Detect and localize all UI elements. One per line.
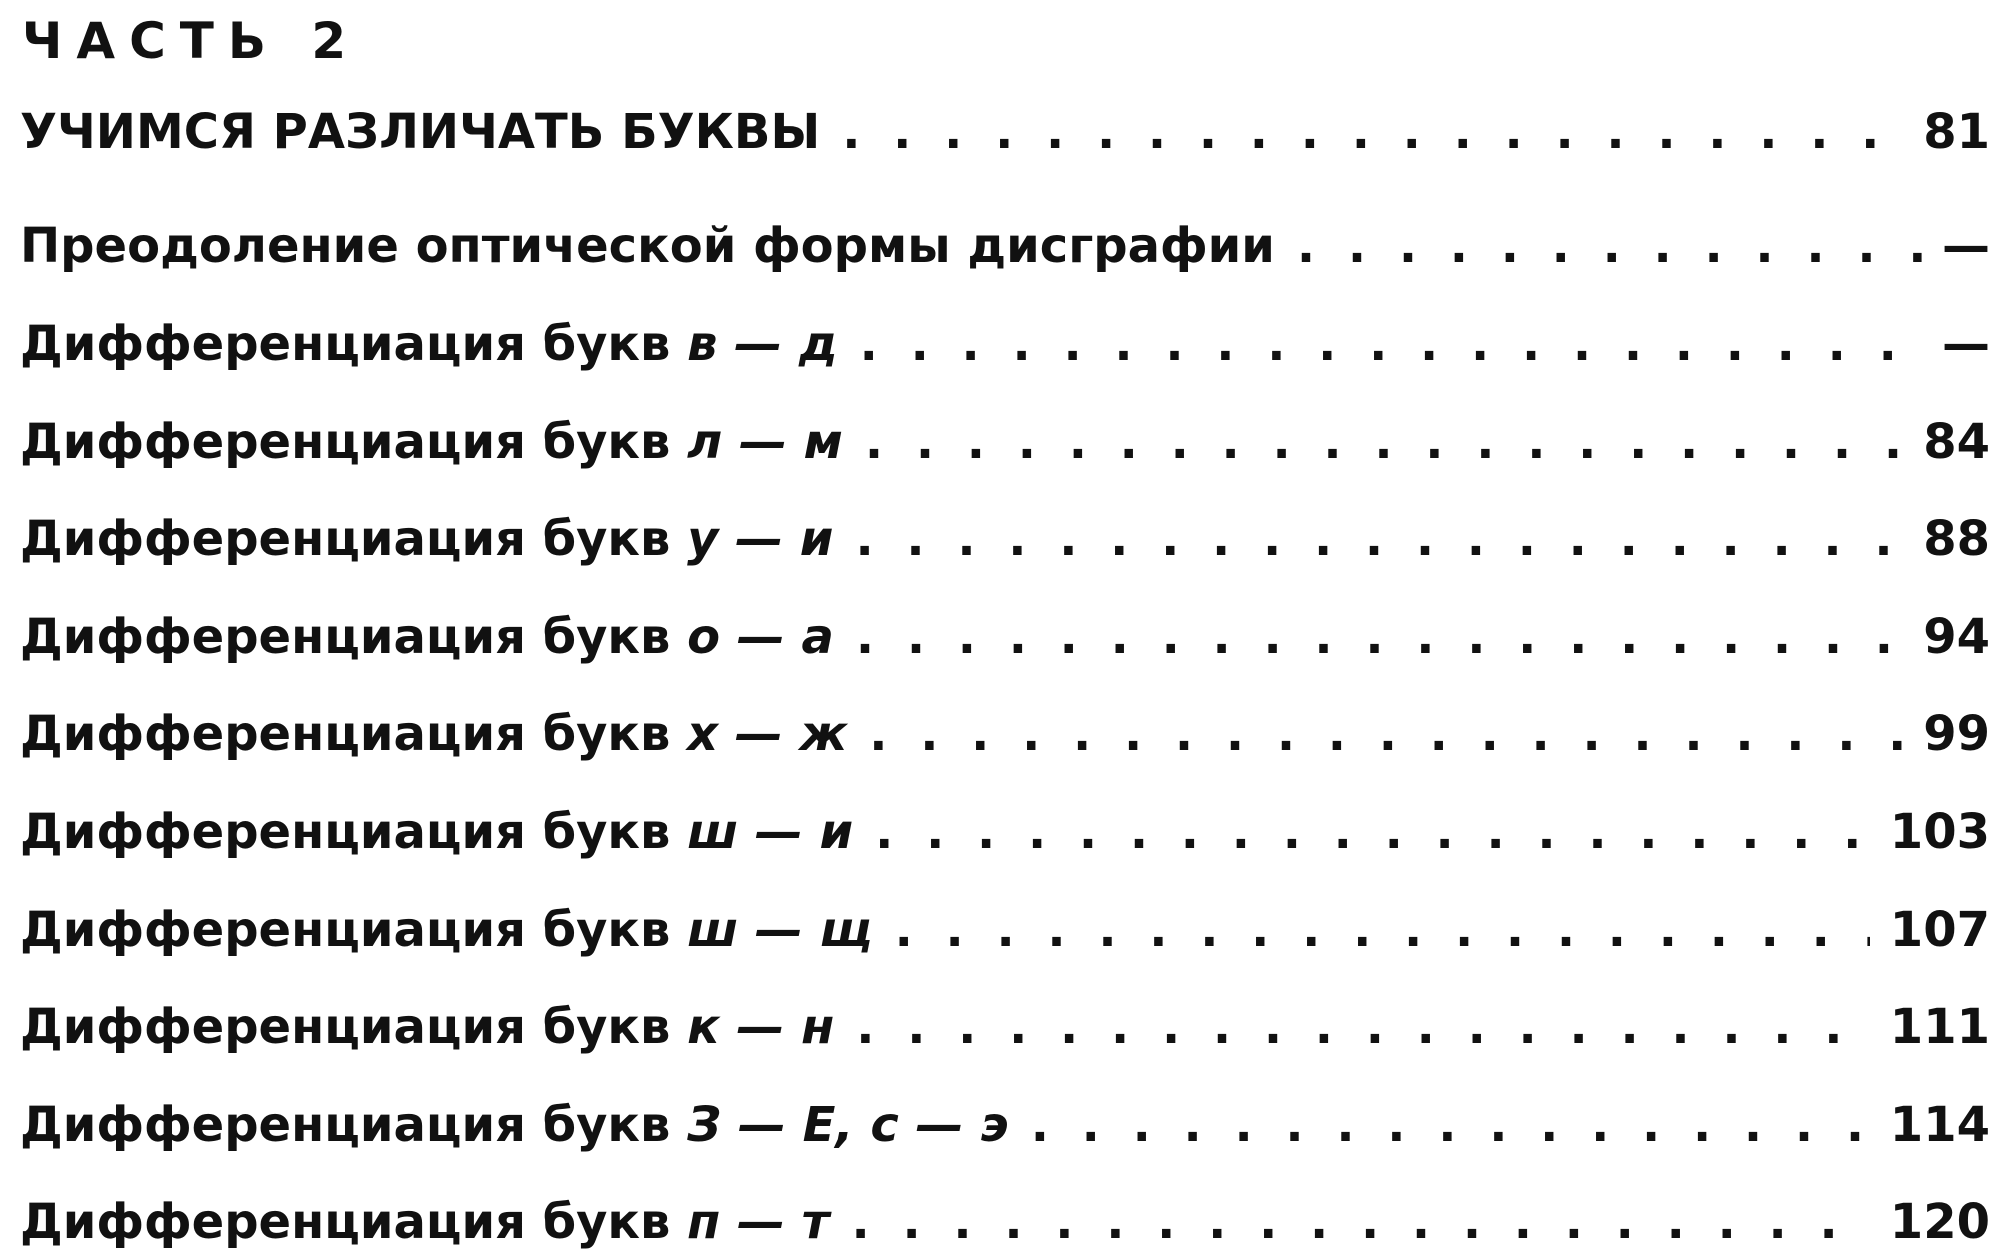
toc-section-row[interactable] [20, 104, 1990, 160]
section-title: УЧИМСЯ РАЗЛИЧАТЬ БУКВЫ [20, 104, 821, 160]
entry-title: Дифференциация букв в — д [20, 316, 838, 372]
entry-page-number: 103 [1889, 804, 1990, 860]
entry-title: Дифференциация букв п — т [20, 1194, 830, 1250]
toc-entry[interactable] [20, 1194, 1990, 1250]
toc-entry[interactable] [20, 414, 1990, 470]
entry-page-number: 107 [1889, 902, 1990, 958]
toc-entry[interactable] [20, 218, 1990, 274]
dot-leader [856, 999, 1870, 1055]
entry-page-number: 94 [1923, 609, 1990, 665]
dot-leader [865, 414, 1903, 470]
toc-entry[interactable] [20, 999, 1990, 1055]
entry-title: Дифференциация букв к — н [20, 999, 835, 1055]
entry-letters: к — н [687, 999, 835, 1055]
entry-title: Дифференциация букв ш — щ [20, 902, 873, 958]
toc-entry[interactable] [20, 902, 1990, 958]
entry-page-number: 84 [1923, 414, 1990, 470]
entry-title: Дифференциация букв у — и [20, 511, 834, 567]
entry-title: Дифференциация букв ш — и [20, 804, 854, 860]
dot-leader [1297, 218, 1922, 274]
dot-leader [855, 511, 1903, 567]
entry-letters: о — а [687, 609, 834, 665]
toc-entry[interactable] [20, 804, 1990, 860]
toc-entry[interactable] [20, 609, 1990, 665]
entry-page-number: 99 [1923, 706, 1990, 762]
dot-leader [856, 609, 1903, 665]
entry-letters: ш — и [687, 804, 854, 860]
entry-page-number: 120 [1889, 1194, 1990, 1250]
dot-leader [852, 1194, 1870, 1250]
entry-letters: З — Е, с — э [687, 1097, 1009, 1153]
entry-letters: в — д [687, 316, 838, 372]
toc-entry[interactable] [20, 316, 1990, 372]
entry-letters: п — т [687, 1194, 830, 1250]
part-label: ЧАСТЬ 2 [22, 12, 361, 70]
toc-entry[interactable] [20, 511, 1990, 567]
dot-leader [869, 706, 1903, 762]
entry-letters: у — и [687, 511, 834, 567]
entry-page-number: 88 [1923, 511, 1990, 567]
entry-letters: л — м [687, 414, 843, 470]
entry-title: Дифференциация букв о — а [20, 609, 834, 665]
dot-leader [895, 902, 1870, 958]
toc-entry[interactable] [20, 706, 1990, 762]
section-page-number: 81 [1923, 104, 1990, 160]
dot-leader [1031, 1097, 1870, 1153]
entry-page-number: 114 [1889, 1097, 1990, 1153]
entry-letters: х — ж [687, 706, 848, 762]
entry-title: Дифференциация букв х — ж [20, 706, 848, 762]
entry-page-number: 111 [1889, 999, 1990, 1055]
entry-page-number: — [1942, 316, 1990, 372]
entry-title: Дифференциация букв л — м [20, 414, 843, 470]
toc-entry[interactable] [20, 1097, 1990, 1153]
dot-leader [875, 804, 1870, 860]
dot-leader [860, 316, 1922, 372]
entry-title: Дифференциация букв З — Е, с — э [20, 1097, 1009, 1153]
table-of-contents [20, 0, 1990, 1250]
entry-letters: ш — щ [687, 902, 873, 958]
entry-page-number: — [1942, 218, 1990, 274]
entry-title: Преодоление оптической формы дисграфии [20, 218, 1275, 274]
dot-leader [842, 104, 1903, 160]
